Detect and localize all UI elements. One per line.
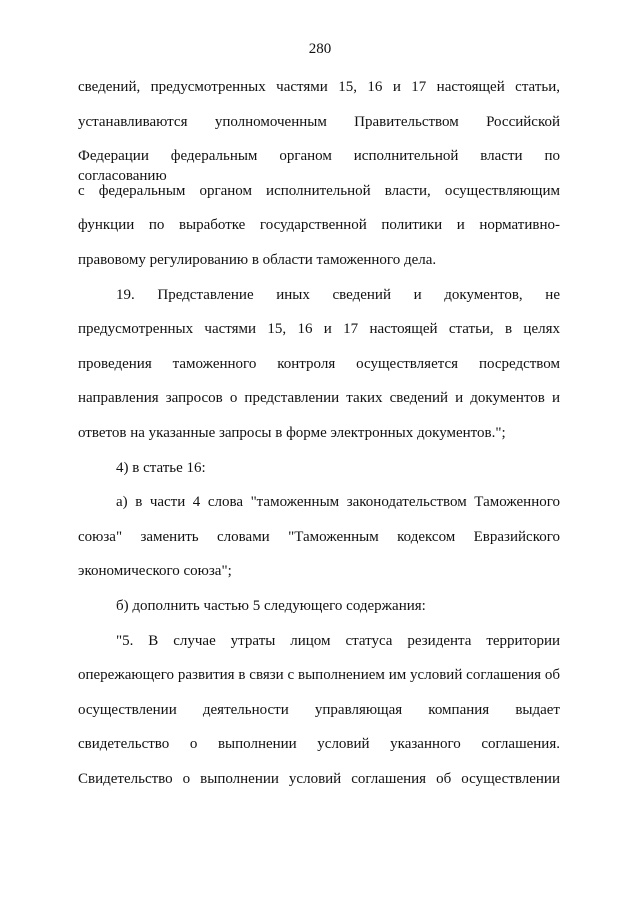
text-line: б) дополнить частью 5 следующего содержания: [116, 598, 426, 614]
text-line: функции по выработке государственной политики и нормативно- [78, 217, 560, 233]
text-line: 4) в статье 16: [116, 460, 206, 476]
text-line: направления запросов о представлении таких сведений и документов и [78, 390, 560, 406]
text-line: союза" заменить словами "Таможенным кодексом Евразийского [78, 529, 560, 545]
page-number: 280 [308, 41, 332, 57]
text-line: ответов на указанные запросы в форме электронных документов."; [78, 425, 506, 441]
text-line: а) в части 4 слова "таможенным законодательством Таможенного [116, 494, 560, 510]
text-line: устанавливаются уполномоченным Правительством Российской [78, 114, 560, 130]
text-line: правовому регулированию в области таможенного дела. [78, 252, 437, 268]
text-line: Свидетельство о выполнении условий соглашения об осуществлении [78, 771, 560, 787]
text-line: осуществлении деятельности управляющая компания выдает [78, 702, 560, 718]
text-line: опережающего развития в связи с выполнением им условий соглашения об [78, 667, 560, 683]
text-line: проведения таможенного контроля осуществляется посредством [78, 356, 560, 372]
text-line: Федерации федеральным органом исполнительной власти по согласованию [78, 148, 560, 184]
text-line: 19. Представление иных сведений и документов, не [116, 287, 560, 303]
text-line: сведений, предусмотренных частями 15, 16 и 17 настоящей статьи, [78, 79, 560, 95]
text-line: предусмотренных частями 15, 16 и 17 настоящей статьи, в целях [78, 321, 560, 337]
text-line: свидетельство о выполнении условий указанного соглашения. [78, 736, 560, 752]
text-line: с федеральным органом исполнительной власти, осуществляющим [78, 183, 560, 199]
text-line: экономического союза"; [78, 563, 232, 579]
text-line: "5. В случае утраты лицом статуса резидента территории [116, 633, 560, 649]
